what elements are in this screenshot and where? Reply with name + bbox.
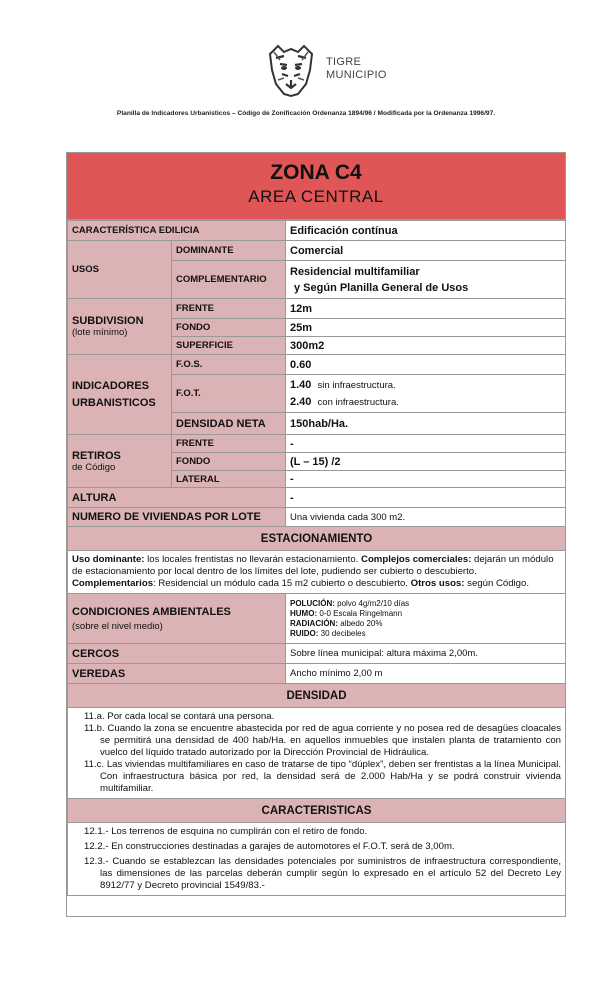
est-t4: según Código. [464, 578, 530, 589]
ambientales-label: CONDICIONES AMBIENTALES [72, 605, 231, 618]
caracteristicas-title: CARACTERISTICAS [68, 799, 566, 823]
logo-text-municipio: MUNICIPIO [326, 69, 387, 81]
fot-note-1: sin infraestructura. [317, 379, 396, 391]
row-viviendas [68, 508, 566, 527]
veredas-label: VEREDAS [68, 664, 286, 684]
fos-value: 0.60 [286, 355, 566, 375]
est-t1: los locales frentistas no llevarán estacionamiento. [144, 554, 362, 565]
row-estacionamiento-title [68, 527, 566, 551]
subdivision-frente-label: FRENTE [172, 299, 286, 319]
row-estacionamiento-text [68, 551, 566, 594]
usos-label: USOS [68, 241, 172, 299]
row-altura [68, 488, 566, 508]
est-t2: dejarán un módulo de estacionamiento por local dentro de los límites del lote, pudiendo ser cubierto o descubierto. [72, 554, 554, 577]
retiros-lateral-label: LATERAL [172, 471, 286, 488]
complementario-line-1: Residencial multifamiliar [290, 265, 420, 278]
veredas-value: Ancho mínimo 2,00 m [286, 664, 566, 684]
row-caracteristicas-text [68, 823, 566, 896]
row-subdivision-frente [68, 299, 566, 319]
viviendas-label: NUMERO DE VIVIENDAS POR LOTE [68, 508, 286, 527]
subdivision-note: (lote mínimo) [72, 327, 128, 338]
row-cercos [68, 644, 566, 664]
row-veredas [68, 664, 566, 684]
subdivision-superficie-label: SUPERFICIE [172, 337, 286, 355]
indicadores-cell [68, 355, 172, 435]
humo-label: HUMO: [290, 608, 318, 618]
subdivision-superficie-value: 300m2 [286, 337, 566, 355]
retiros-cell [68, 435, 172, 488]
fot-value-2: 2.40 [290, 395, 312, 408]
document-subtitle: Planilla de Indicadores Urbanísticos – Código de Zonificación Ordenanza 1894/96 / Modificada por la Ordenanza 1996/97. [116, 110, 496, 117]
caracteristicas-item: 12.1.- Los terrenos de esquina no cumplirán con el retiro de fondo. [84, 826, 368, 837]
est-b2: Complejos comerciales: [361, 554, 472, 565]
altura-label: ALTURA [68, 488, 286, 508]
row-caracteristica [68, 221, 566, 241]
cercos-label: CERCOS [68, 644, 286, 664]
subdivision-frente-value: 12m [286, 299, 566, 319]
estacionamiento-text [68, 551, 566, 594]
est-b3: Complementarios [72, 578, 154, 589]
usos-dominante-value: Comercial [286, 241, 566, 261]
retiros-label: RETIROS [72, 449, 121, 462]
indicadores-label-2: URBANISTICOS [72, 396, 156, 409]
tiger-head-icon [262, 40, 320, 98]
row-densidad-title [68, 684, 566, 708]
fot-value-1: 1.40 [290, 378, 312, 391]
subdivision-fondo-label: FONDO [172, 319, 286, 337]
subdivision-cell [68, 299, 172, 355]
ruido-value: 30 decibeles [318, 628, 366, 638]
fot-label: F.O.T. [172, 375, 286, 413]
row-retiros-frente [68, 435, 566, 453]
row-densidad-text [68, 708, 566, 799]
retiros-fondo-value: (L – 15) /2 [286, 453, 566, 471]
caracteristica-value: Edificación contínua [286, 221, 566, 241]
ambientales-values [286, 594, 566, 644]
complementario-line-2: y Según Planilla General de Usos [294, 281, 469, 294]
fot-value [286, 375, 566, 413]
usos-dominante-label: DOMINANTE [172, 241, 286, 261]
cercos-value: Sobre línea municipal: altura máxima 2,00m. [286, 644, 566, 664]
row-ambientales [68, 594, 566, 644]
retiros-frente-label: FRENTE [172, 435, 286, 453]
polucion-value: polvo 4g/m2/10 días [334, 598, 410, 608]
subdivision-fondo-value: 25m [286, 319, 566, 337]
est-b1: Uso dominante: [72, 554, 145, 565]
row-fos [68, 355, 566, 375]
ambientales-cell [68, 594, 286, 644]
polucion-label: POLUCIÓN: [290, 598, 335, 608]
fot-note-2: con infraestructura. [317, 396, 399, 408]
densidad-title: DENSIDAD [68, 684, 566, 708]
altura-value: - [286, 488, 566, 508]
densidad-item: 11.a. Por cada local se contará una persona. [84, 711, 275, 722]
est-t3: : Residencial un módulo cada 15 m2 cubierto o descubierto. [153, 578, 411, 589]
municipio-logo [262, 40, 392, 100]
densidad-item: 11.b. Cuando la zona se encuentre abastecida por red de agua corriente y no posea red de desagües cloacales se permitirá una densidad de 400 hab/Ha. en aquellos inmuebles que instalen planta de tratamiento con vuelco del líquido tratado autorizado por la Dirección Provincial de Hidráulica. [84, 723, 561, 758]
row-usos-dominante [68, 241, 566, 261]
subdivision-label: SUBDIVISION [72, 315, 144, 327]
viviendas-value: Una vivienda cada 300 m2. [286, 508, 566, 527]
densidad-list [68, 708, 566, 799]
densidad-item: 11.c. Las viviendas multifamiliares en caso de tratarse de tipo “dúplex”, deben ser frentistas a la línea Municipal. Con infraestructura básica por red, la densidad será de 2.000 Hab/Ha y se podrá construir vivienda multifamiliar. [84, 759, 561, 794]
densidad-neta-value: 150hab/Ha. [286, 413, 566, 435]
zone-title: ZONA C4 [270, 161, 362, 184]
zone-header [67, 153, 565, 220]
caracteristicas-item: 12.3.- Cuando se establezcan las densidades potenciales por suministros de infraestructura correspondiente, las dimensiones de las parcelas deberán cumplir según lo expresado en el artículo 52 del Decreto Ley 8912/77 y Decreto provincial 1549/83.- [84, 856, 561, 891]
caracteristica-label: CARACTERÍSTICA EDILICIA [68, 221, 286, 241]
retiros-frente-value: - [286, 435, 566, 453]
retiros-lateral-value: - [286, 471, 566, 488]
zone-sheet [66, 152, 566, 917]
radiacion-label: RADIACIÓN: [290, 618, 338, 628]
retiros-fondo-label: FONDO [172, 453, 286, 471]
fos-label: F.O.S. [172, 355, 286, 375]
zone-subtitle: AREA CENTRAL [248, 187, 384, 206]
retiros-note: de Código [72, 461, 116, 473]
indicadores-label-1: INDICADORES [72, 379, 150, 392]
indicators-table [67, 220, 566, 896]
ambientales-note: (sobre el nivel medio) [72, 620, 163, 632]
usos-complementario-value [286, 261, 566, 299]
densidad-neta-label: DENSIDAD NETA [172, 413, 286, 435]
caracteristicas-item: 12.2.- En construcciones destinadas a garajes de automotores el F.O.T. será de 3,00m. [84, 841, 455, 852]
logo-text-tigre: TIGRE [326, 56, 362, 68]
estacionamiento-title: ESTACIONAMIENTO [68, 527, 566, 551]
humo-value: 0-0 Escala Ringelmann [317, 608, 403, 618]
row-caracteristicas-title [68, 799, 566, 823]
radiacion-value: albedo 20% [338, 618, 383, 628]
usos-complementario-label: COMPLEMENTARIO [172, 261, 286, 299]
est-b4: Otros usos: [410, 578, 465, 589]
caracteristicas-list [68, 823, 566, 896]
ruido-label: RUIDO: [290, 628, 319, 638]
